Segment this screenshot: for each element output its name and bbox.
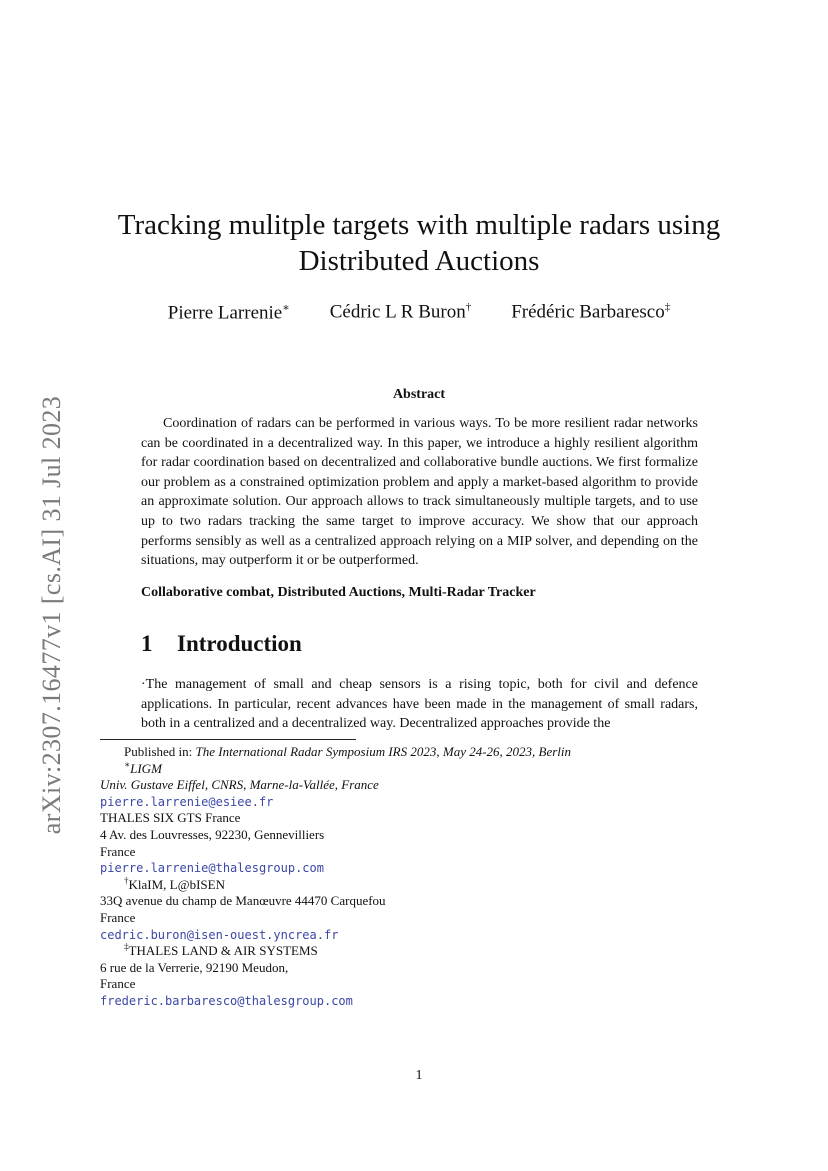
footnote-1-company: THALES SIX GTS France xyxy=(100,810,241,826)
footnote-3-org xyxy=(100,943,700,960)
footnote-mark: ∗ xyxy=(124,759,131,770)
author-name: Pierre Larrenie xyxy=(167,302,283,324)
abstract-heading: Abstract xyxy=(392,387,446,402)
author-2 xyxy=(330,301,471,324)
author-mark: † xyxy=(465,301,472,313)
author-3 xyxy=(511,301,670,324)
footnote-mark: ‡ xyxy=(124,941,129,952)
footnote-1-country: France xyxy=(100,843,136,859)
author-name: Cédric L R Buron xyxy=(329,301,466,323)
footnote-divider xyxy=(100,739,356,740)
footnote-org: KlaIM, L@bISEN xyxy=(128,876,225,892)
footnote-3-country: France xyxy=(100,976,136,992)
footnote-1-email-2-link[interactable]: pierre.larrenie@thalesgroup.com xyxy=(100,861,324,876)
footnote-mark: † xyxy=(124,875,129,886)
footnote-3-email-link[interactable]: frederic.barbaresco@thalesgroup.com xyxy=(100,993,353,1008)
paper-title xyxy=(100,207,738,279)
footnote-published xyxy=(100,744,700,761)
footnote-org: LIGM xyxy=(130,760,162,776)
page-number: 1 xyxy=(415,1068,423,1083)
author-mark: ∗ xyxy=(282,302,290,314)
author-1 xyxy=(168,301,290,324)
title-line-2: Distributed Auctions xyxy=(298,245,540,277)
section-heading-introduction xyxy=(141,631,302,657)
footnote-3-street: 6 rue de la Verrerie, 92190 Meudon, xyxy=(100,959,289,975)
author-list xyxy=(100,301,738,324)
footnote-2-street: 33Q avenue du champ de Manœuvre 44470 Carquefou xyxy=(100,893,386,909)
footnote-1-street: 4 Av. des Louvresses, 92230, Gennevilliers xyxy=(100,826,325,842)
keywords: Collaborative combat, Distributed Auctions, Multi-Radar Tracker xyxy=(141,585,536,600)
published-label: Published in: xyxy=(124,744,196,759)
introduction-text: ·The management of small and cheap sensors is a rising topic, both for civil and defence applications. In particular, recent advances have been made in the management of small radars, both in a centralized and a decentralized way. Decentralized approaches provide the xyxy=(141,677,698,732)
published-venue: The International Radar Symposium IRS 2023, May 24-26, 2023, Berlin xyxy=(195,744,572,759)
footnote-2-org xyxy=(100,877,700,894)
footnote-2-email-link[interactable]: cedric.buron@isen-ouest.yncrea.fr xyxy=(100,927,339,942)
footnote-1-org xyxy=(100,761,700,778)
section-title: Introduction xyxy=(177,631,302,656)
footnote-2-country: France xyxy=(100,909,136,925)
title-line-1: Tracking mulitple targets with multiple radars using xyxy=(117,209,721,241)
footnote-1-address: Univ. Gustave Eiffel, CNRS, Marne-la-Vallée, France xyxy=(100,777,379,793)
footnote-1-email-link[interactable]: pierre.larrenie@esiee.fr xyxy=(100,794,274,809)
arxiv-identifier: arXiv:2307.16477v1 [cs.AI] 31 Jul 2023 xyxy=(37,395,66,835)
footnotes xyxy=(100,744,700,1010)
author-name: Frédéric Barbaresco xyxy=(511,301,665,323)
abstract-text: Coordination of radars can be performed in various ways. To be more resilient radar networks can be coordinated in a decentralized way. In this paper, we introduce a highly resilient algorithm for radar coordination based on decentralized and collaborative bundle auctions. We first formalize our problem as a constrained optimization problem and apply a market-based algorithm to provide an approximate solution. Our approach allows to track simultaneously multiple targets, and to use up to two radars tracking the same target to improve accuracy. We show that our approach performs sensibly as well as a centralized approach relying on a MIP solver, and depending on the situations, may outperform it or be outperformed. xyxy=(141,416,698,569)
section-number: 1 xyxy=(141,631,153,656)
author-mark: ‡ xyxy=(664,301,671,313)
footnote-org: THALES LAND & AIR SYSTEMS xyxy=(128,943,318,959)
